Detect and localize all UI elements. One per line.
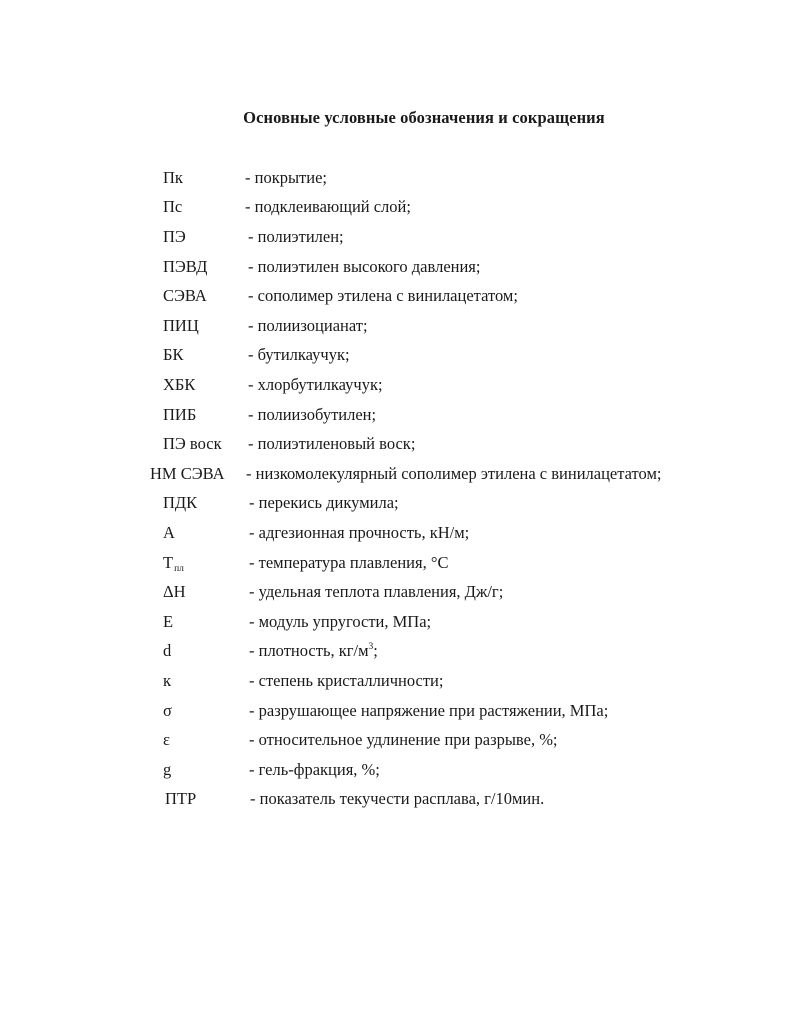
definition: - покрытие; (245, 168, 328, 187)
list-item (163, 699, 759, 729)
abbreviation: ПЭ (163, 227, 186, 246)
abbreviation: А (163, 522, 175, 542)
list-item (163, 314, 759, 344)
abbreviation: d (163, 641, 172, 661)
list-item (163, 521, 759, 551)
list-item (163, 787, 759, 817)
list-item (163, 639, 759, 669)
definition: - гель-фракция, %; (249, 759, 380, 779)
abbreviation: к (163, 670, 172, 690)
definition: - бутилкаучук; (248, 345, 350, 365)
list-item (163, 491, 759, 521)
list-item (163, 343, 759, 373)
definition: - температура плавления, °С (249, 552, 449, 572)
abbreviation-base: Т (163, 552, 174, 572)
definition: - модуль упругости, МПа; (249, 611, 432, 631)
definition: - разрушающее напряжение при растяжении, МПа; (249, 700, 609, 720)
abbreviation: g (163, 759, 172, 779)
definition (249, 639, 378, 666)
list-item (163, 225, 759, 255)
definition: - показатель текучести расплава, г/10мин. (250, 789, 545, 809)
abbreviation: ПИБ (163, 404, 197, 424)
definition: - полиизобутилен; (248, 404, 377, 424)
abbreviation: ХБК (163, 374, 196, 394)
abbreviation: Пк (163, 168, 183, 187)
abbreviation: σ (163, 700, 172, 720)
abbreviation: ПИЦ (163, 315, 199, 335)
definition: - перекись дикумила; (249, 493, 399, 513)
abbreviation: ПДК (163, 493, 198, 513)
list-item (163, 284, 759, 314)
definition: - степень кристалличности; (249, 670, 444, 690)
definition: - полиэтилен высокого давления; (248, 256, 481, 276)
abbreviation-list (150, 166, 759, 817)
definition: - хлорбутилкаучук; (248, 374, 383, 394)
list-item (163, 728, 759, 758)
list-item (163, 255, 759, 285)
list-item (163, 610, 759, 640)
list-item (163, 669, 759, 699)
definition: - полиизоцианат; (248, 315, 368, 335)
definition-tail: ; (373, 641, 378, 661)
list-item (163, 195, 759, 225)
list-item (150, 462, 759, 492)
definition: - подклеивающий слой; (245, 197, 411, 216)
list-item (163, 432, 759, 462)
definition: - сополимер этилена с винилацетатом; (248, 286, 518, 306)
abbreviation: ΔН (163, 582, 186, 602)
list-item (163, 373, 759, 403)
abbreviation: ПТР (165, 789, 197, 809)
list-item (163, 580, 759, 610)
abbreviation (163, 551, 184, 578)
abbreviation: БК (163, 345, 184, 365)
abbreviation: ПЭ воск (163, 434, 222, 454)
page-title: Основные условные обозначения и сокращения (243, 108, 605, 127)
definition: - низкомолекулярный сополимер этилена с винилацетатом; (246, 463, 662, 483)
definition: - относительное удлинение при разрыве, %; (249, 730, 558, 750)
list-item (163, 758, 759, 788)
abbreviation: СЭВА (163, 286, 207, 306)
abbreviation: НМ СЭВА (150, 463, 225, 483)
list-item (163, 403, 759, 433)
definition-text: - плотность, кг/м (249, 641, 369, 661)
definition: - адгезионная прочность, кН/м; (249, 522, 470, 542)
abbreviation: ε (163, 730, 170, 750)
definition: - удельная теплота плавления, Дж/г; (249, 582, 504, 602)
list-item (163, 166, 759, 195)
list-item (163, 551, 759, 581)
abbreviation-subscript: пл (174, 563, 184, 574)
abbreviation: ПЭВД (163, 256, 208, 276)
abbreviation: Е (163, 611, 174, 631)
definition: - полиэтиленовый воск; (248, 434, 416, 454)
definition: - полиэтилен; (248, 227, 344, 246)
abbreviation: Пс (163, 197, 183, 216)
definition-superscript: 3 (368, 642, 374, 653)
